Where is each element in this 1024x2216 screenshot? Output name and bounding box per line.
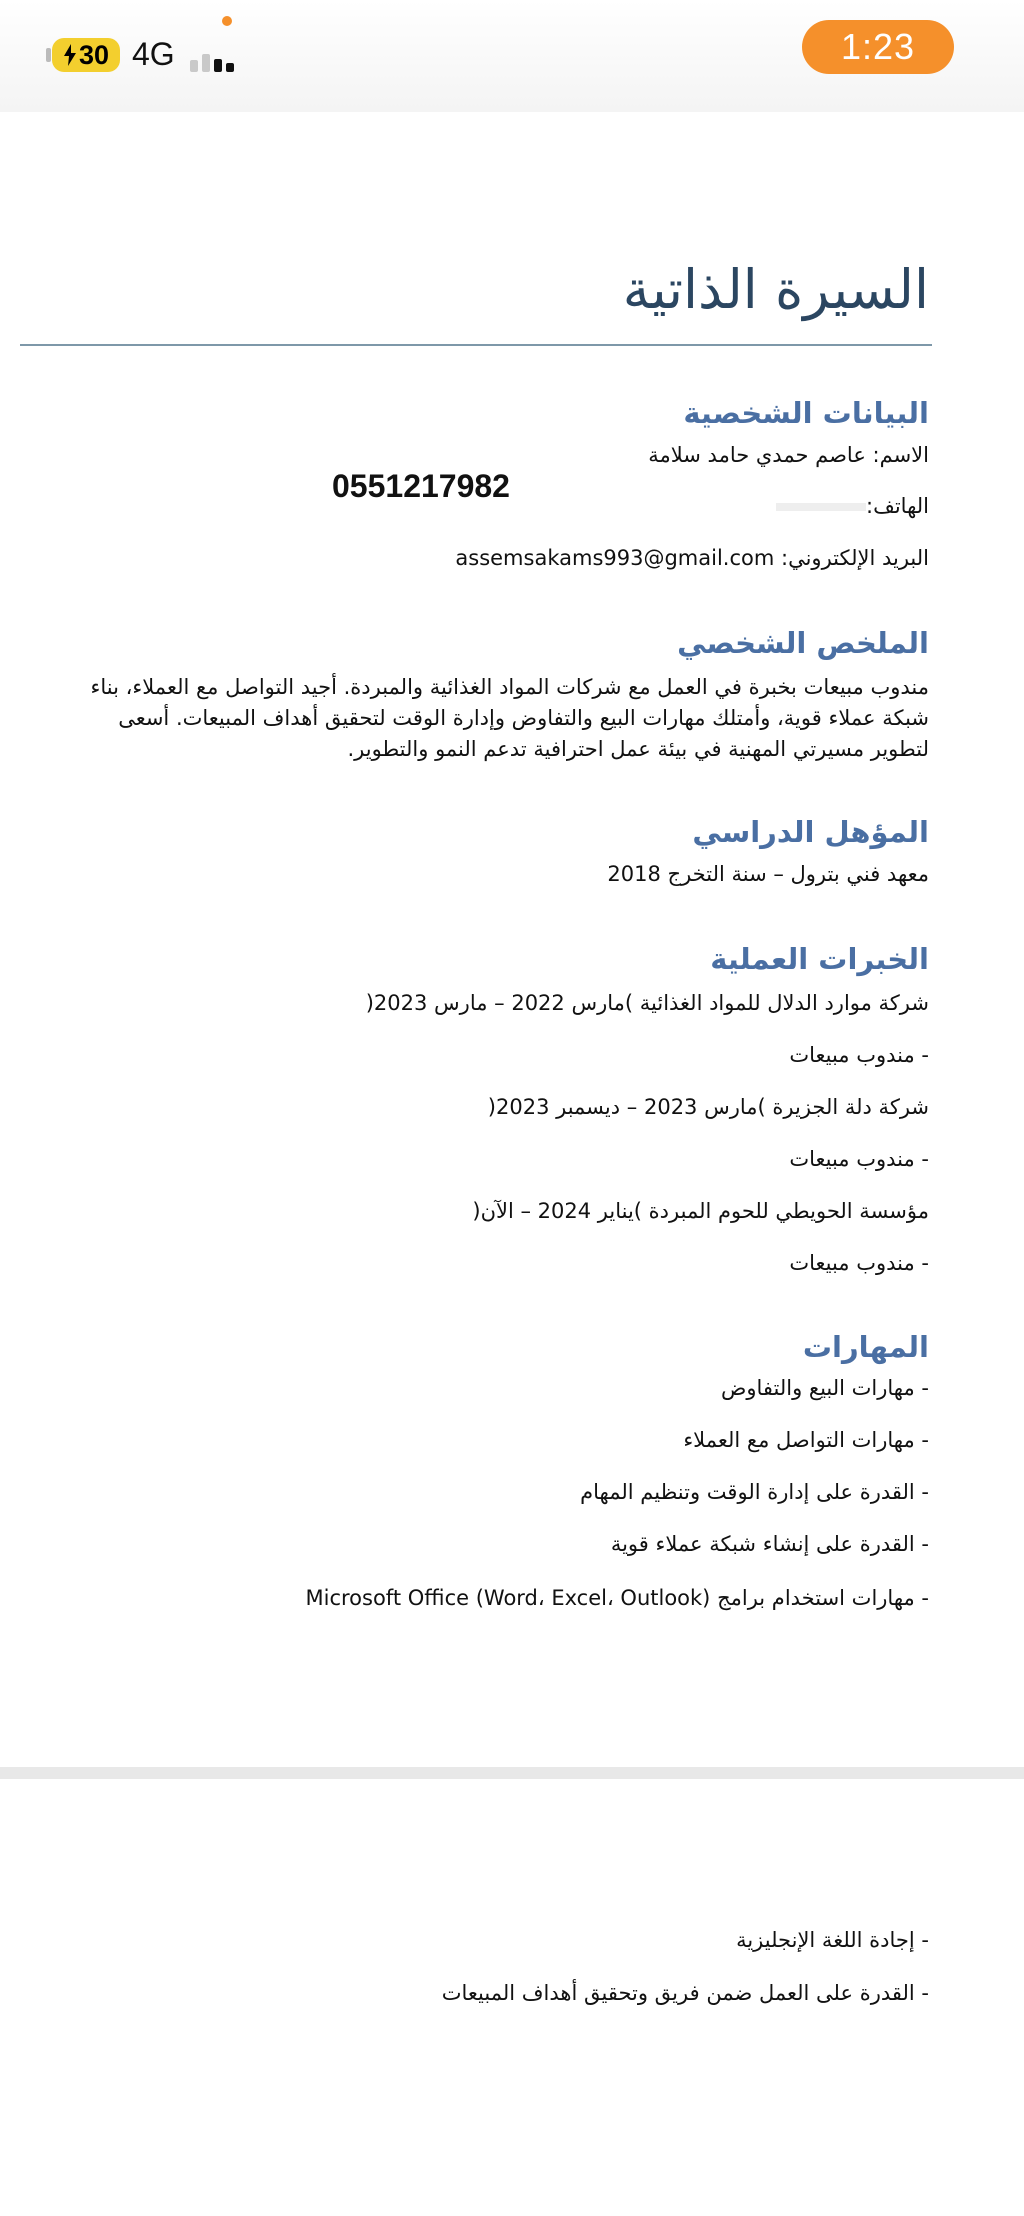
title-divider xyxy=(20,344,932,346)
signal-bar-1 xyxy=(190,60,198,72)
experience-item: - مندوب مبيعات xyxy=(789,1251,929,1275)
experience-item: مؤسسة الحويطي للحوم المبردة )يناير 2024 – الآن( xyxy=(472,1199,929,1223)
phone-label: الهاتف: xyxy=(866,494,929,518)
battery-tip xyxy=(46,48,51,62)
document-page-1 xyxy=(0,112,1024,1767)
clock-time: 1:23 xyxy=(840,26,916,67)
skill-item: - القدرة على إدارة الوقت وتنظيم المهام xyxy=(580,1480,929,1504)
education-heading: المؤهل الدراسي xyxy=(692,815,929,849)
charging-bolt-icon xyxy=(63,44,77,66)
email-line[interactable]: البريد الإلكتروني: assemsakams993@gmail.com xyxy=(455,546,929,570)
experience-item: - مندوب مبيعات xyxy=(789,1043,929,1067)
signal-bar-2 xyxy=(202,54,210,72)
signal-bar-3 xyxy=(214,59,222,72)
skill-item: - القدرة على العمل ضمن فريق وتحقيق أهداف المبيعات xyxy=(441,1981,929,2005)
status-bar xyxy=(0,0,1024,113)
network-type: 4G xyxy=(132,36,175,72)
name-line: الاسم: عاصم حمدي حامد سلامة xyxy=(648,443,929,467)
document-title: السيرة الذاتية xyxy=(622,258,929,321)
signal-bar-4 xyxy=(226,63,234,72)
skill-item: - إجادة اللغة الإنجليزية xyxy=(736,1928,929,1952)
skill-item: - القدرة على إنشاء شبكة عملاء قوية xyxy=(610,1532,929,1556)
redacted-phone xyxy=(776,503,866,511)
privacy-indicator-dot xyxy=(222,16,232,26)
time-pill[interactable] xyxy=(802,20,954,74)
skills-heading: المهارات xyxy=(802,1330,929,1364)
summary-text: مندوب مبيعات بخبرة في العمل مع شركات المواد الغذائية والمبردة. أجيد التواصل مع العملاء، بناء شبكة عملاء قوية، وأمتلك مهارات البيع والتفاوض وإدارة الوقت لتحقيق أهداف المبيعات. أسعى لتطوير مسيرتي المهنية في بيئة عمل احترافية تدعم النمو والتطوير. xyxy=(90,675,929,761)
skill-item: - مهارات استخدام برامج Microsoft Office (Word، Excel، Outlook) xyxy=(305,1586,929,1610)
personal-heading: البيانات الشخصية xyxy=(683,396,929,430)
cellular-signal-icon xyxy=(190,42,238,72)
summary-heading: الملخص الشخصي xyxy=(677,626,929,660)
experience-heading: الخبرات العملية xyxy=(710,942,929,976)
page-break xyxy=(0,1767,1024,1779)
battery-indicator xyxy=(52,38,120,72)
experience-item: - مندوب مبيعات xyxy=(789,1147,929,1171)
phone-number: 0551217982 xyxy=(332,468,510,504)
experience-item: شركة دلة الجزيرة )مارس 2023 – ديسمبر 2023( xyxy=(487,1095,929,1119)
experience-item: شركة موارد الدلال للمواد الغذائية )مارس 2022 – مارس 2023( xyxy=(365,991,929,1015)
education-line: معهد فني بترول – سنة التخرج 2018 xyxy=(607,862,929,886)
phone-line xyxy=(772,494,929,518)
battery-percent: 30 xyxy=(78,39,110,70)
skill-item: - مهارات البيع والتفاوض xyxy=(720,1376,929,1400)
skill-item: - مهارات التواصل مع العملاء xyxy=(683,1428,929,1452)
